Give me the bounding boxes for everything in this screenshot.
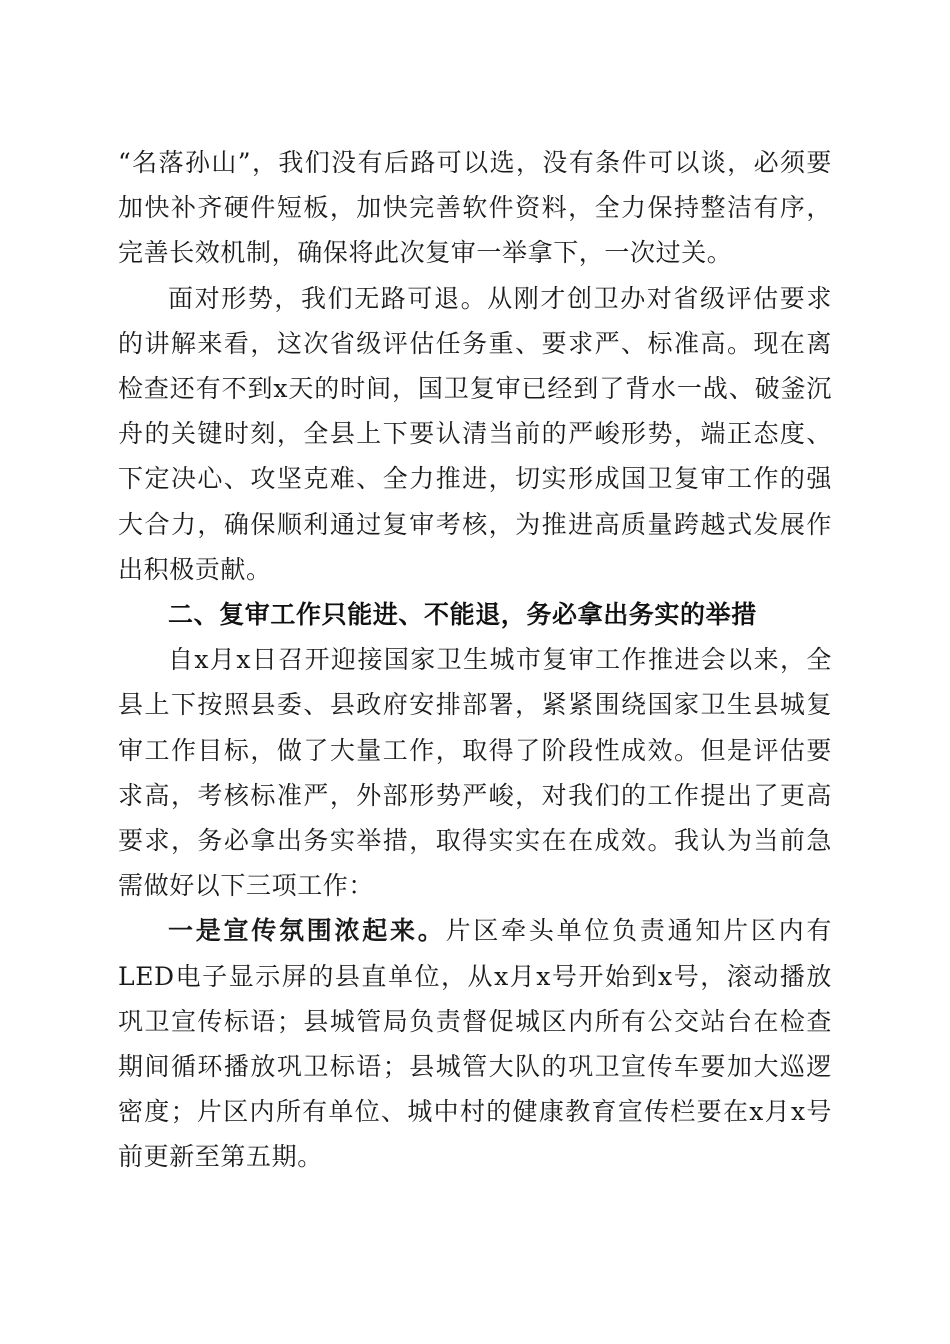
document-body	[118, 140, 832, 1180]
paragraph-publicity	[118, 908, 832, 1179]
section-heading-2: 二、复审工作只能进、不能退，务必拿出务实的举措	[168, 600, 757, 630]
paragraph-continuation: “名落孙山”，我们没有后路可以选，没有条件可以谈，必须要加快补齐硬件短板，加快完善软件资料，全力保持整洁有序，完善长效机制，确保将此次复审一举拿下，一次过关。	[118, 148, 832, 268]
paragraph-review-work: 自x月x日召开迎接国家卫生城市复审工作推进会以来，全县上下按照县委、县政府安排部署，紧紧围绕国家卫生县城复审工作目标，做了大量工作，取得了阶段性成效。但是评估要求高，考核标准严，外部形势严峻，对我们的工作提出了更高要求，务必拿出务实举措，取得实实在在成效。我认为当前急需做好以下三项工作：	[118, 645, 832, 901]
paragraph-lead-phrase: 一是宣传氛围浓起来。	[168, 916, 446, 946]
paragraph-publicity-body: 片区牵头单位负责通知片区内有LED电子显示屏的县直单位，从x月x号开始到x号，滚动播放巩卫宣传标语；县城管局负责督促城区内所有公交站台在检查期间循环播放巩卫标语；县城管大队的巩卫宣传车要加大巡逻密度；片区内所有单位、城中村的健康教育宣传栏要在x月x号前更新至第五期。	[118, 916, 832, 1172]
paragraph-situation: 面对形势，我们无路可退。从刚才创卫办对省级评估要求的讲解来看，这次省级评估任务重、要求严、标准高。现在离检查还有不到x天的时间，国卫复审已经到了背水一战、破釜沉舟的关键时刻，全县上下要认清当前的严峻形势，端正态度、下定决心、攻坚克难、全力推进，切实形成国卫复审工作的强大合力，确保顺利通过复审考核，为推进高质量跨越式发展作出积极贡献。	[118, 283, 832, 584]
